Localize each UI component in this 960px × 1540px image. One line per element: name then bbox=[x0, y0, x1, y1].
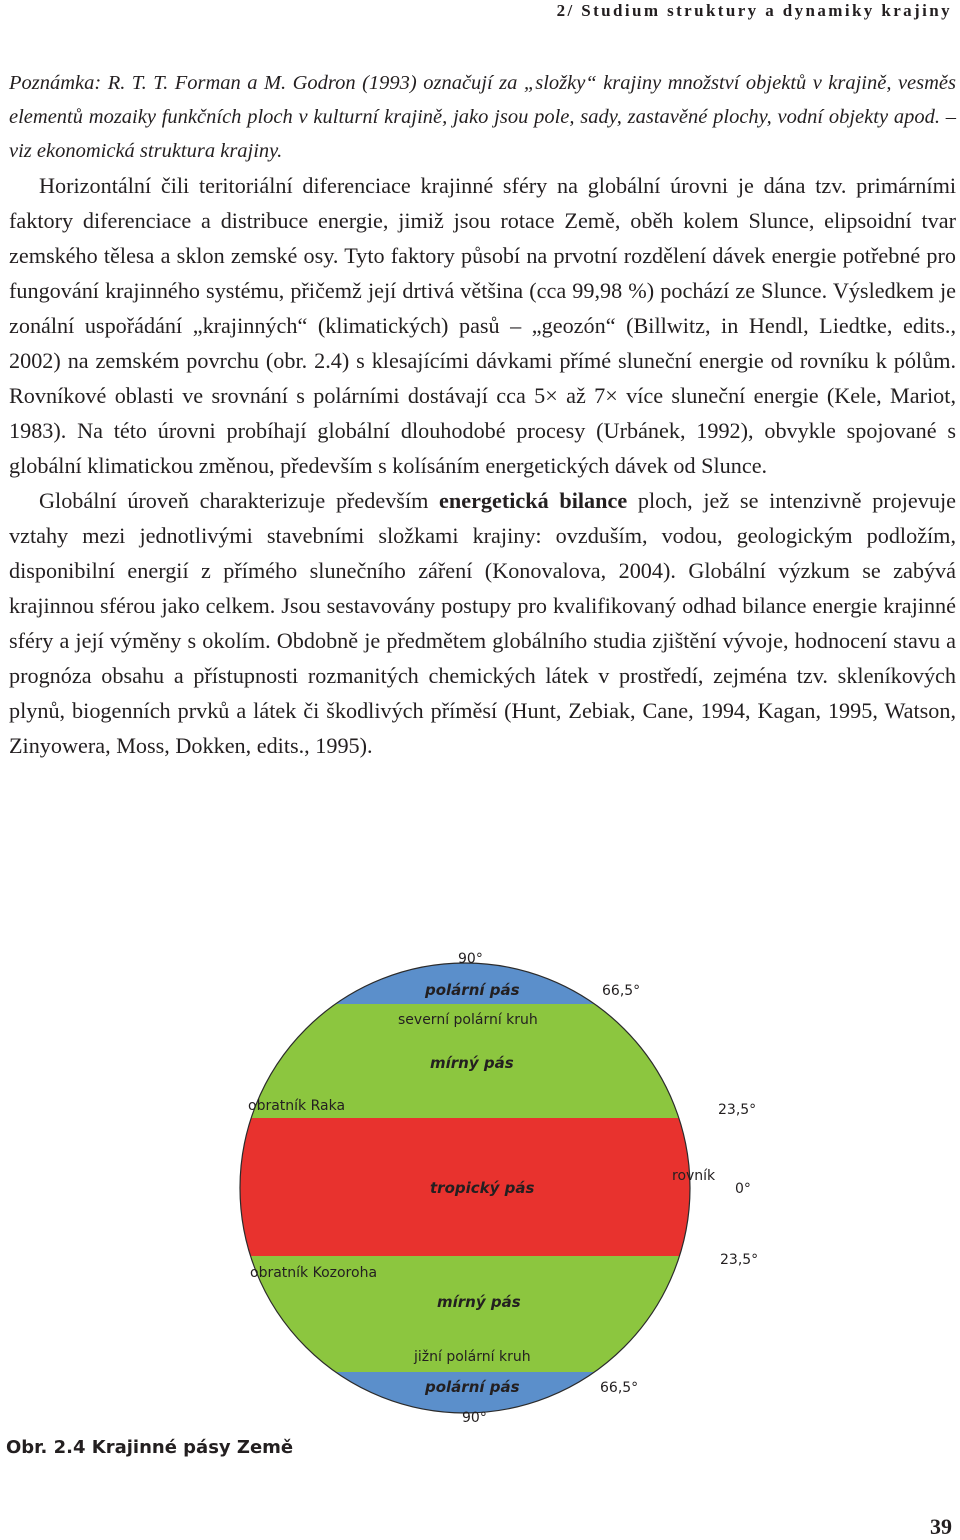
tropical-zone-label: tropický pás bbox=[430, 1179, 535, 1197]
tropic-capricorn-degree-label: 23,5° bbox=[720, 1252, 759, 1268]
earth-zones-diagram bbox=[200, 940, 765, 1430]
equator-label: rovník bbox=[672, 1168, 716, 1184]
paragraph-2-intro: Globální úroveň charakterizuje především bbox=[39, 488, 440, 513]
north-polar-degree-label: 66,5° bbox=[602, 983, 641, 999]
body-text bbox=[9, 66, 956, 763]
south-polar-zone-label: polární pás bbox=[425, 1378, 520, 1396]
earth-zones-figure bbox=[200, 940, 765, 1430]
tropic-cancer-degree-label: 23,5° bbox=[718, 1102, 757, 1118]
south-temperate-zone-label: mírný pás bbox=[437, 1293, 521, 1311]
north-temperate-zone-label: mírný pás bbox=[430, 1054, 514, 1072]
paragraph-2-bold-term: energetická bilance bbox=[439, 488, 628, 513]
tropic-cancer-label: obratník Raka bbox=[248, 1098, 346, 1114]
north-polar-zone-label: polární pás bbox=[425, 981, 520, 999]
tropic-capricorn-label: obratník Kozoroha bbox=[250, 1265, 378, 1281]
paragraph-2 bbox=[9, 483, 956, 763]
figure-caption: Obr. 2.4 Krajinné pásy Země bbox=[6, 1437, 294, 1458]
south-pole-degree-label: 90° bbox=[462, 1410, 487, 1426]
south-polar-circle-label: jižní polární kruh bbox=[414, 1349, 531, 1365]
north-pole-degree-label: 90° bbox=[458, 951, 483, 967]
note-paragraph: Poznámka: R. T. T. Forman a M. Godron (1993) označují za „složky“ krajiny množství objektů v krajině, vesměs elementů mozaiky funkčních ploch v kulturní krajině, jako jsou pole, sady, zastavěné plochy, vodní objekty apod. – viz ekonomická struktura krajiny. bbox=[9, 72, 956, 162]
equator-degree-label: 0° bbox=[735, 1181, 751, 1197]
paragraph-1: Horizontální čili teritoriální diferenciace krajinné sféry na globální úrovni je dána tzv. primárními faktory diferenciace a distribuce energie, jimiž jsou rotace Země, oběh kolem Slunce, elipsoidní tvar zemského tělesa a sklon zemské osy. Tyto faktory působí na prvotní rozdělení dávek energie potřebné pro fungování krajinného systému, přičemž její drtivá většina (cca 99,98 %) pochází ze Slunce. Výsledkem je zonální uspořádání „krajinných“ (klimatických) pasů – „geozón“ (Billwitz, in Hendl, Liedtke, edits., 2002) na zemském povrchu (obr. 2.4) s klesajícími dávkami přímé sluneční energie od rovníku k pólům. Rovníkové oblasti ve srovnání s polárními dostávají cca 5× až 7× více sluneční energie (Kele, Mariot, 1983). Na této úrovni probíhají globální dlouhodobé procesy (Urbánek, 1992), obvykle spojované s globální klimatickou změnou, především s kolísáním energetických dávek od Slunce. bbox=[9, 173, 956, 478]
page-number: 39 bbox=[930, 1514, 952, 1539]
north-polar-circle-label: severní polární kruh bbox=[398, 1012, 538, 1028]
south-polar-degree-label: 66,5° bbox=[600, 1380, 639, 1396]
paragraph-2-rest: ploch, jež se intenzivně projevuje vztahy mezi jednotlivými stavebními složkami krajiny: ovzduším, vodou, geologickým podložím, disponibilní energií z přímého slunečního záření (Konovalova, 2004). Globální výzkum se zabývá krajinnou sférou jako celkem. Jsou sestavovány postupy pro kvalifikovaný odhad bilance energie krajinné sféry a její výměny s okolím. Obdobně je předmětem globálního studia zjištění vývoje, hodnocení stavu a prognóza obsahu a přístupnosti rozmanitých chemických látek v prostředí, zejména tzv. skleníkových plynů, biogenních prvků a látek či škodlivých příměsí (Hunt, Zebiak, Cane, 1994, Kagan, 1995, Watson, Zinyowera, Moss, Dokken, edits., 1995). bbox=[9, 488, 956, 758]
running-header: 2/ Studium struktury a dynamiky krajiny bbox=[556, 1, 952, 20]
